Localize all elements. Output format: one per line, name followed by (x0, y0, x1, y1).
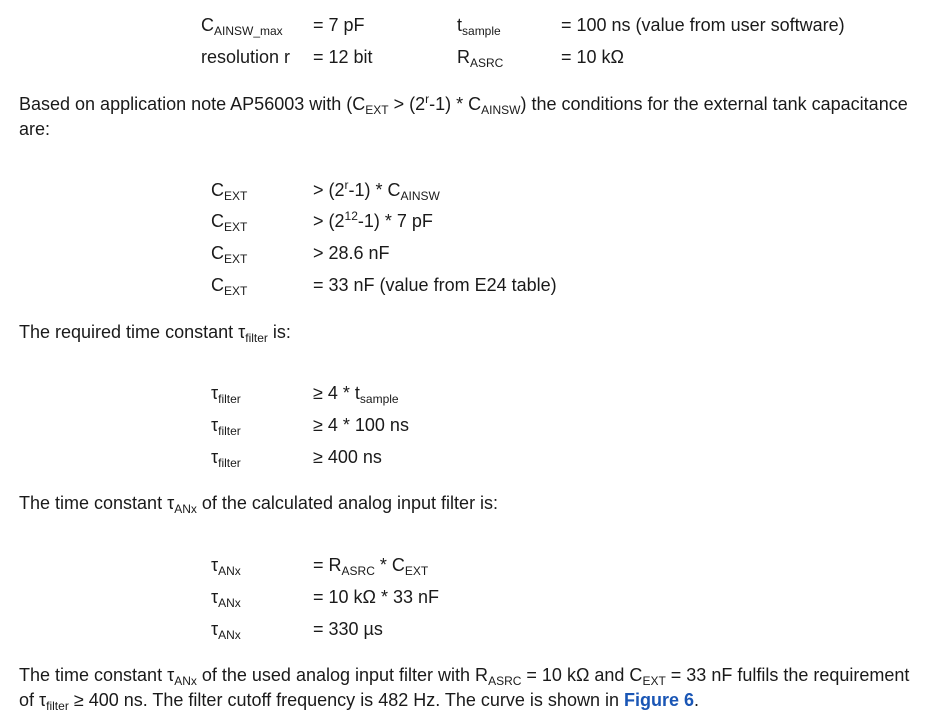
eq-tfilter-value-3: ≥ 400 ns (313, 447, 382, 467)
eq-cext-value-1: > $(2^r-1) * C_{AINSW}$ (313, 178, 440, 203)
eq-cext-value-3: > 28.6 nF (313, 243, 390, 263)
figure-6-link[interactable]: Figure 6 (623, 690, 694, 710)
param-tsample-value: = 100 ns (value from user software) (561, 15, 845, 35)
paragraph-tank-capacitance-intro: Based on application note AP56003 with $(C_{EXT} > (2^r-1) * C_{AINSW})$ the conditions for the external tank capacitance are: (19, 92, 908, 139)
eq-tanx-symbol-3: $\tau_{ANx}$ (211, 619, 241, 642)
param-rasrc-symbol: $R_{ASRC}$ (457, 47, 504, 70)
param-resolution-symbol: resolution r (201, 47, 291, 67)
eq-tanx-symbol-1: $\tau_{ANx}$ (211, 555, 241, 578)
eq-cext-symbol-3: $C_{EXT}$ (211, 243, 248, 266)
param-cainsw-value: = 7 pF (313, 15, 365, 35)
eq-cext-symbol-4: $C_{EXT}$ (211, 275, 248, 298)
param-cainsw-symbol: $C_{AINSW\_max}$ (201, 15, 283, 38)
paragraph-filter-conclusion: The time constant $\tau_{ANx}$ of the used analog input filter with $R_{ASRC} = 10$ kΩ and $C_{EXT} = 33$ nF fulfils the requirement of $\tau_{filter} \ge 400$ ns. The filter cutoff frequency is 482 Hz. The curve is shown in Figure 6. (19, 665, 910, 713)
eq-tanx-value-3: = 330 µs (313, 619, 383, 639)
eq-tfilter-value-1: ≥ $4 * t_{sample}$ (313, 383, 399, 406)
eq-tfilter-symbol-1: $\tau_{filter}$ (211, 383, 241, 406)
eq-cext-value-2: > $(2^{12}-1) * 7$ pF (313, 209, 433, 231)
eq-tfilter-value-2: ≥ 4 * 100 ns (313, 415, 409, 435)
eq-tanx-value-1: = $R_{ASRC} * C_{EXT}$ (313, 555, 429, 578)
eq-tfilter-symbol-2: $\tau_{filter}$ (211, 415, 241, 438)
eq-tanx-symbol-2: $\tau_{ANx}$ (211, 587, 241, 610)
eq-cext-symbol-2: $C_{EXT}$ (211, 211, 248, 234)
param-resolution-value: = 12 bit (313, 47, 373, 67)
eq-tanx-value-2: = 10 kΩ * 33 nF (313, 587, 440, 607)
paragraph-calculated-time-constant: The time constant $\tau_{ANx}$ of the calculated analog input filter is: (19, 493, 499, 516)
paragraph-required-time-constant: The required time constant $\tau_{filter}$ is: (19, 322, 291, 345)
param-tsample-symbol: $t_{sample}$ (457, 15, 501, 38)
eq-cext-symbol-1: $C_{EXT}$ (211, 180, 248, 203)
param-rasrc-value: = 10 kΩ (561, 47, 624, 67)
eq-tfilter-symbol-3: $\tau_{filter}$ (211, 447, 241, 470)
eq-cext-value-4: = 33 nF (value from E24 table) (313, 275, 557, 295)
